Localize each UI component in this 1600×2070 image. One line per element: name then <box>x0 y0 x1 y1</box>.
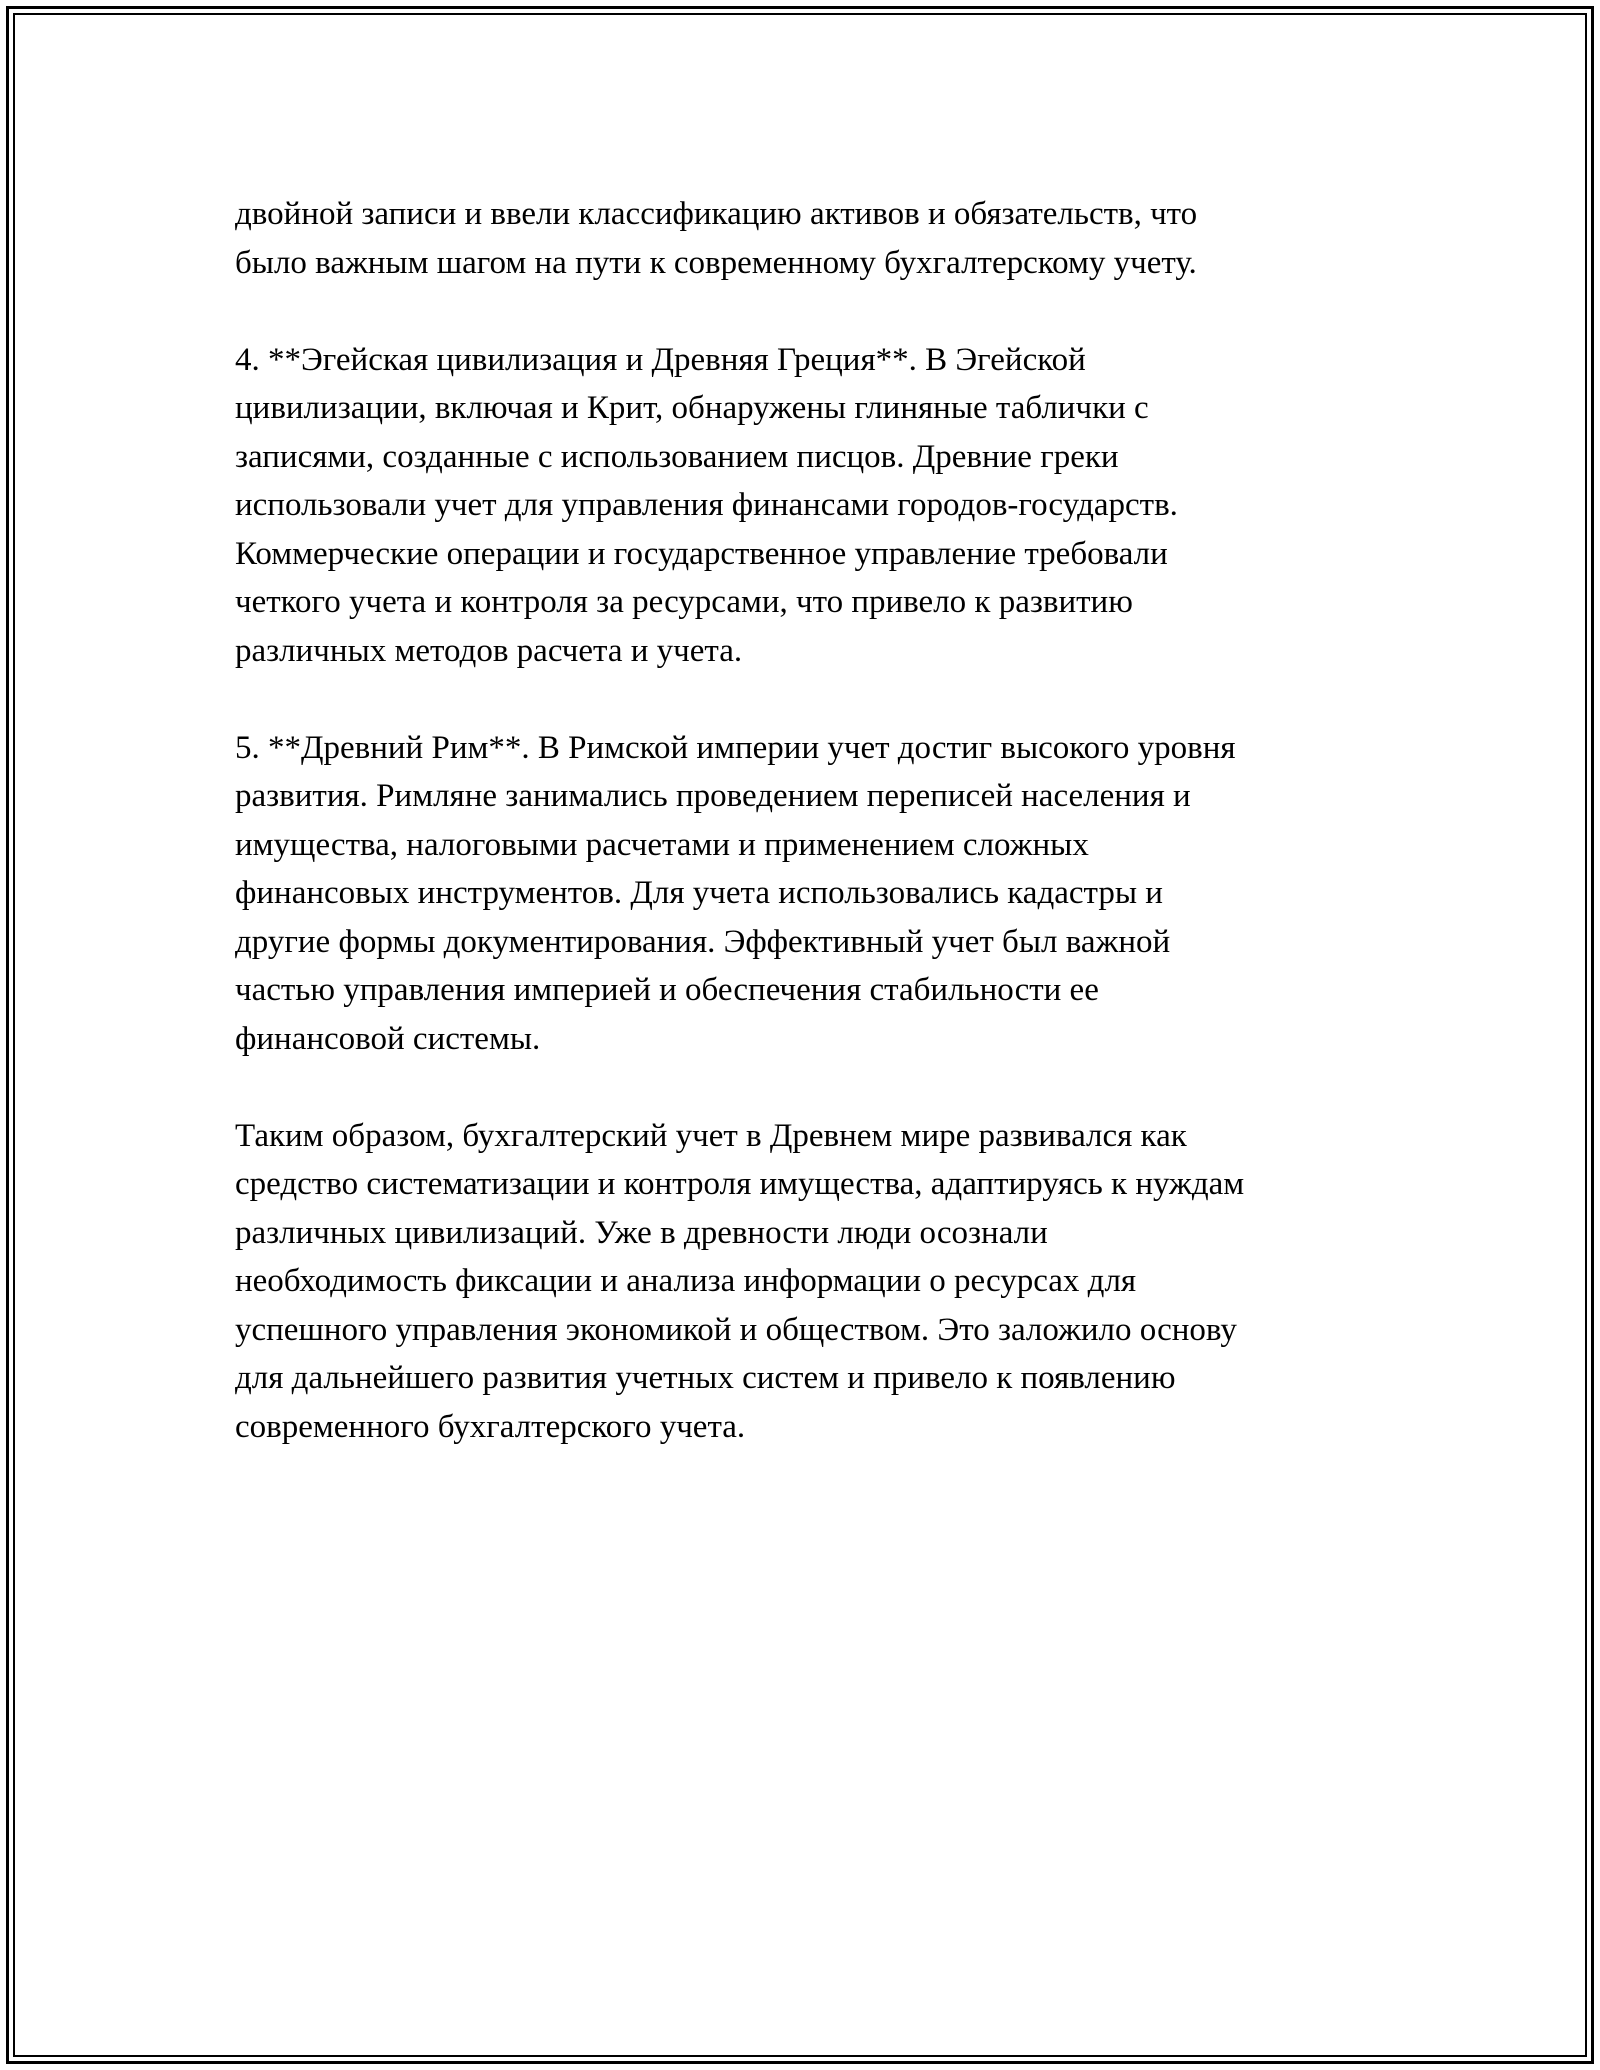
text-line: использовали учет для управления финансами городов-государств. <box>235 487 1178 523</box>
paragraph-intro-continuation <box>235 190 1385 287</box>
text-line: имущества, налоговыми расчетами и применением сложных <box>235 826 1089 863</box>
text-line: 5. **Древний Рим**. В Римской империи учет достиг высокого уровня <box>235 729 1236 766</box>
text-line: другие формы документирования. Эффективный учет был важной <box>235 923 1171 960</box>
text-line: финансовой системы. <box>235 1020 541 1057</box>
text-line: для дальнейшего развития учетных систем и привело к появлению <box>235 1360 1176 1396</box>
paragraph-conclusion <box>235 1112 1385 1452</box>
text-line: записями, созданные с использованием писцов. Древние греки <box>235 438 1119 475</box>
text-line: средство систематизации и контроля имущества, адаптируясь к нуждам <box>235 1166 1245 1202</box>
text-line: было важным шагом на пути к современному бухгалтерскому учету. <box>235 244 1197 281</box>
text-line: двойной записи и ввели классификацию активов и обязательств, что <box>235 196 1198 232</box>
text-line: развития. Римляне занимались проведением переписей населения и <box>235 778 1191 814</box>
text-line: различных цивилизаций. Уже в древности люди осознали <box>235 1214 1048 1251</box>
text-line: цивилизации, включая и Крит, обнаружены глиняные таблички с <box>235 390 1149 426</box>
text-line: Таким образом, бухгалтерский учет в Древнем мире развивался как <box>235 1117 1187 1154</box>
text-line: Коммерческие операции и государственное управление требовали <box>235 535 1168 572</box>
paragraph-aegean-greece <box>235 336 1385 676</box>
paragraph-ancient-rome <box>235 724 1385 1064</box>
text-line: 4. **Эгейская цивилизация и Древняя Греция**. В Эгейской <box>235 341 1086 378</box>
text-line: необходимость фиксации и анализа информации о ресурсах для <box>235 1263 1137 1299</box>
text-line: финансовых инструментов. Для учета использовались кадастры и <box>235 875 1163 911</box>
text-line: частью управления империей и обеспечения стабильности ее <box>235 972 1099 1008</box>
text-line: четкого учета и контроля за ресурсами, что привело к развитию <box>235 584 1133 620</box>
document-body <box>235 190 1385 1500</box>
text-line: современного бухгалтерского учета. <box>235 1408 746 1445</box>
text-line: различных методов расчета и учета. <box>235 632 743 669</box>
text-line: успешного управления экономикой и обществом. Это заложило основу <box>235 1311 1237 1348</box>
